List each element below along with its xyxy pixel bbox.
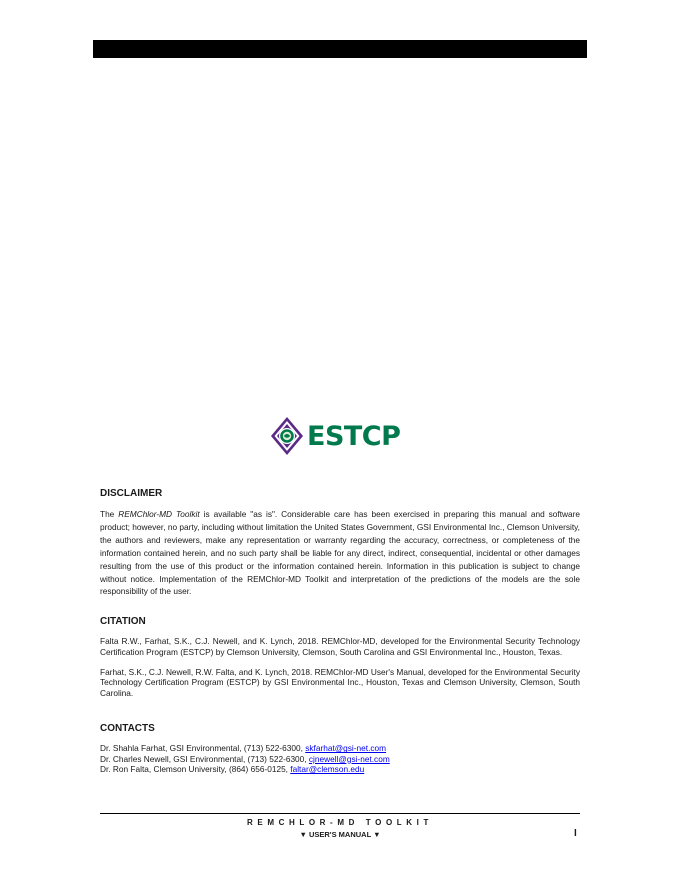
footer-subtitle: ▼ USER'S MANUAL ▼ — [299, 830, 381, 839]
contacts-heading: CONTACTS — [100, 723, 155, 735]
email-link[interactable]: skfarhat@gsi-net.com — [305, 743, 387, 754]
footer-divider — [100, 813, 580, 814]
disclaimer-product-name: REMChlor-MD Toolkit — [118, 509, 200, 519]
top-header-bar — [93, 40, 587, 58]
document-body — [100, 488, 580, 775]
disclaimer-heading: DISCLAIMER — [100, 488, 163, 499]
email-link[interactable]: cjnewell@gsi-net.com — [308, 753, 390, 764]
contact-item — [100, 743, 580, 753]
citation-heading: CITATION — [100, 616, 146, 628]
email-link[interactable]: faltar@clemson.edu — [290, 764, 365, 775]
disclaimer-text-start: The — [100, 509, 119, 519]
citation-item: Falta R.W., Farhat, S.K., C.J. Newell, and K. Lynch, 2018. REMChlor-MD, developed for the Environmental Security Technology Certification Program (ESTCP) by Clemson University, Clemson, South Carolina and GSI Environmental Inc., Houston, Texas. — [100, 636, 580, 657]
contact-info: Dr. Ron Falta, Clemson University, (864) 656-0125, — [100, 764, 291, 775]
footer-title: REMCHLOR-MD TOOLKIT — [247, 818, 433, 827]
estcp-logo — [270, 416, 400, 456]
contact-item — [100, 764, 580, 774]
disclaimer-text — [100, 508, 580, 598]
disclaimer-text-rest: is available "as is". Considerable care has been exercised in preparing this manual and software product; however, no party, including without limitation the United States Government, GSI Environmental Inc., Clemson University, the authors and reviewers, make any representation or warranty regarding the accuracy, correctness, or completeness of the information contained herein, and no such party shall be liable for any direct, indirect, consequential, incidental or other damages resulting from the use of this product or the information contained herein. Information in this publication is subject to change without notice. Implementation of the REMChlor-MD Toolkit and interpretation of the predictions of the models are the sole responsibility of the user. — [100, 509, 580, 597]
estcp-wordmark: ESTCP — [307, 420, 401, 452]
citation-item: Farhat, S.K., C.J. Newell, R.W. Falta, and K. Lynch, 2018. REMChlor-MD User's Manual, developed for the Environmental Security Technology Certification Program (ESTCP) by GSI Environmental Inc., Houston, Texas and Clemson University, Clemson, South Carolina. — [100, 666, 580, 698]
contact-info: Dr. Shahla Farhat, GSI Environmental, (713) 522-6300, — [100, 743, 306, 754]
contact-item — [100, 754, 580, 764]
contact-info: Dr. Charles Newell, GSI Environmental, (713) 522-6300, — [100, 753, 309, 764]
estcp-emblem-icon — [270, 416, 304, 456]
page-number: I — [574, 828, 577, 839]
